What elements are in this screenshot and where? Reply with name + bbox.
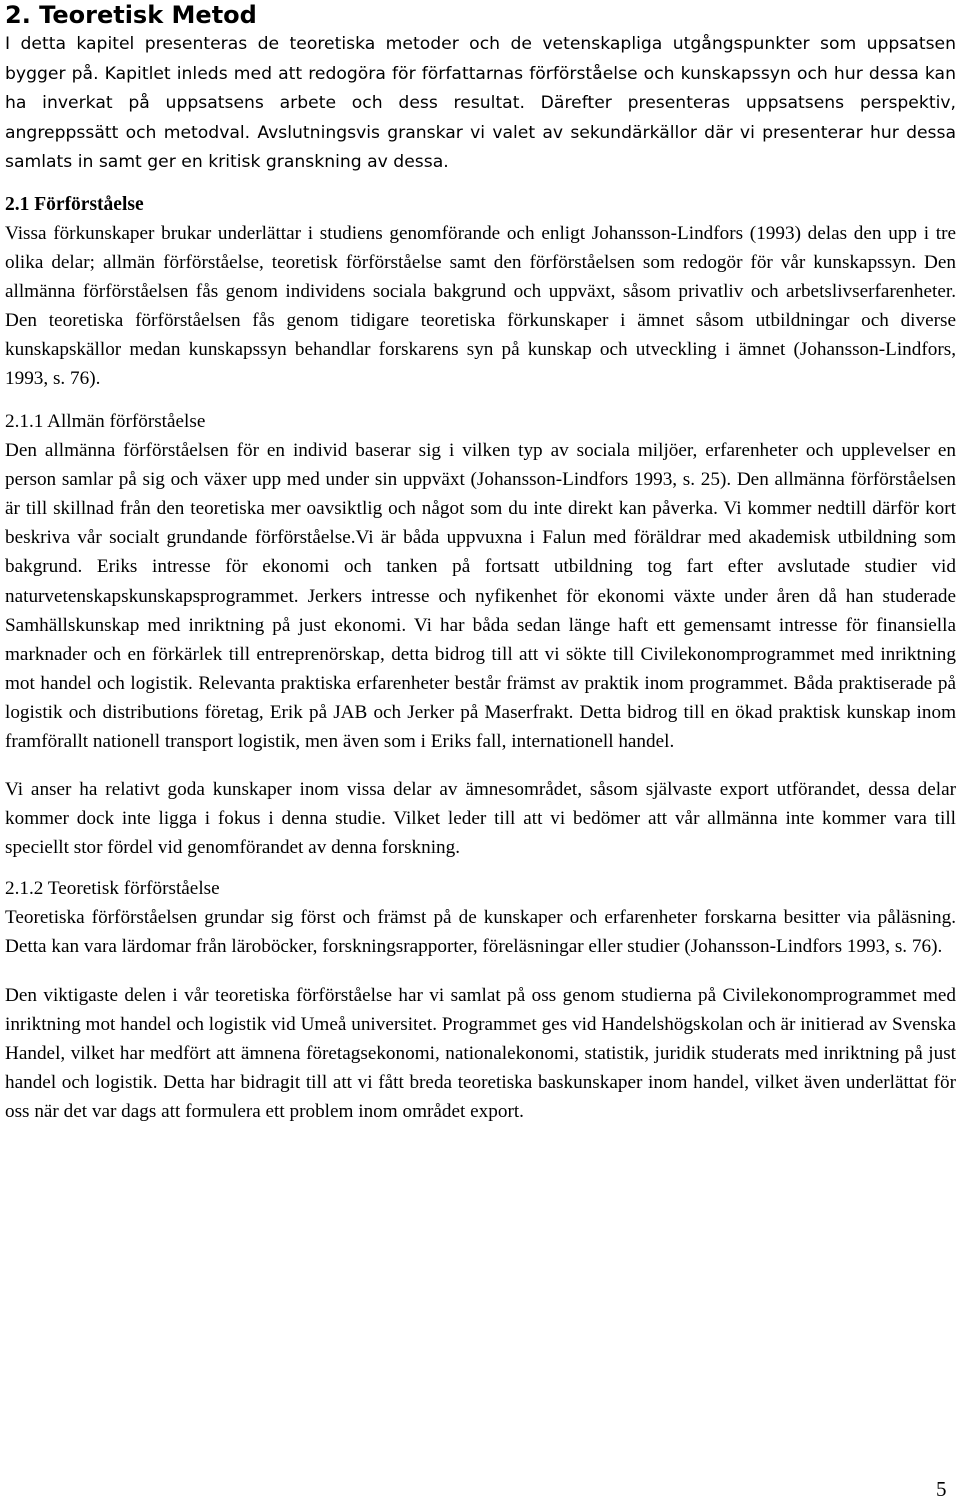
section-2-1-2-paragraph-2: Den viktigaste delen i vår teoretiska förförståelse har vi samlat på oss genom studierna på Civilekonomprogrammet med inriktning mot handel och logistik vid Umeå universitet. Programmet ges vid Handelshögskolan och är initierad av Svenska Handel, vilket har medfört att ämnena företagsekonomi, nationalekonomi, statistik, juridik studerats med inriktning på just handel och logistik. Detta har bidragit till att vi fått breda teoretiska baskunskaper inom handel, vilket även underlättat för oss när det var dags att formulera ett problem inom området export. <box>5 984 956 1122</box>
page-number: 5 <box>936 1477 947 1501</box>
section-heading-2-1-2: 2.1.2 Teoretisk förförståelse <box>5 878 220 900</box>
document-page <box>5 0 956 1126</box>
chapter-heading: 2. Teoretisk Metod <box>5 1 257 29</box>
section-heading-2-1: 2.1 Förförståelse <box>5 193 144 215</box>
section-2-1-1-paragraph-2: Vi anser ha relativt goda kunskaper inom vissa delar av ämnesområdet, såsom självaste export utförandet, dessa delar kommer dock inte ligga i fokus i denna studie. Vilket leder till att vi bedömer att vår allmänna inte kommer vara till speciellt stor fördel vid genomförandet av denna forskning. <box>5 779 956 859</box>
section-2-1-1-paragraph-1: Den allmänna förförståelsen för en individ baserar sig i vilken typ av sociala miljöer, erfarenheter och upplevelser en person samlar på sig och växer upp med under sin uppväxt (Johansson-Lindfors 1993, s. 25). Den allmänna förförståelsen är till skillnad från den teoretiska mer oavsiktlig och något som du inte direkt kan påverka. Vi kommer nedtill därför kort beskriva vår socialt grundande förförståelse.Vi är båda uppvuxna i Falun med föräldrar med akademisk utbildning som bakgrund. Eriks intresse för ekonomi och tanken på fortsatt utbildning tog fart efter avslutade studier vid naturvetenskapskunskapsprogrammet. Jerkers intresse och nyfikenhet för ekonomi växte under åren då han studerade Samhällskunskap med inriktning på just ekonomi. Vi har båda sedan länge haft ett gemensamt intresse för finansiella marknader och en förkärlek till entreprenörskap, detta bidrog till att vi sökte till Civilekonomprogrammet med inriktning mot handel och logistik. Relevanta praktiska erfarenheter består främst av praktik inom programmet. Båda praktiserade på logistik och distributions företag, Erik på JAB och Jerker på Maserfrakt. Detta bidrog till en ökad praktisk kunskap inom framförallt nationell transport logistik, men även som i Eriks fall, internationell handel. <box>5 440 956 752</box>
section-heading-2-1-1: 2.1.1 Allmän förförståelse <box>5 411 206 433</box>
section-2-1-2-paragraph-1: Teoretiska förförståelsen grundar sig först och främst på de kunskaper och erfarenheter forskarna besitter via påläsning. Detta kan vara lärdomar från läroböcker, forskningsrapporter, föreläsningar eller studier (Johansson-Lindfors 1993, s. 76). <box>5 907 956 958</box>
intro-paragraph: I detta kapitel presenteras de teoretiska metoder och de vetenskapliga utgångspunkter som uppsatsen bygger på. Kapitlet inleds med att redogöra för författarnas förförståelse och kunskapssyn och hur dessa kan ha inverkat på uppsatsens arbete och dess resultat. Därefter presenteras uppsatsens perspektiv, angreppssätt och metodval. Avslutningsvis granskar vi valet av sekundärkällor där vi presenterar hur dessa samlats in samt ger en kritisk granskning av dessa. <box>5 34 956 172</box>
section-2-1-paragraph: Vissa förkunskaper brukar underlättar i studiens genomförande och enligt Johansson-Lindfors (1993) delas den upp i tre olika delar; allmän förförståelse, teoretisk förförståelse samt den förförståelsen som redogör för vår kunskapssyn. Den allmänna förförståelsen fås genom individens sociala bakgrund och uppväxt, såsom privatliv och arbetslivserfarenheter. Den teoretiska förförståelsen fås genom tidigare teoretiska förkunskaper i ämnet såsom utbildningar och diverse kunskapskällor medan kunskapssyn behandlar forskarens syn på kunskap och utveckling i ämnet (Johansson-Lindfors, 1993, s. 76). <box>5 222 956 389</box>
